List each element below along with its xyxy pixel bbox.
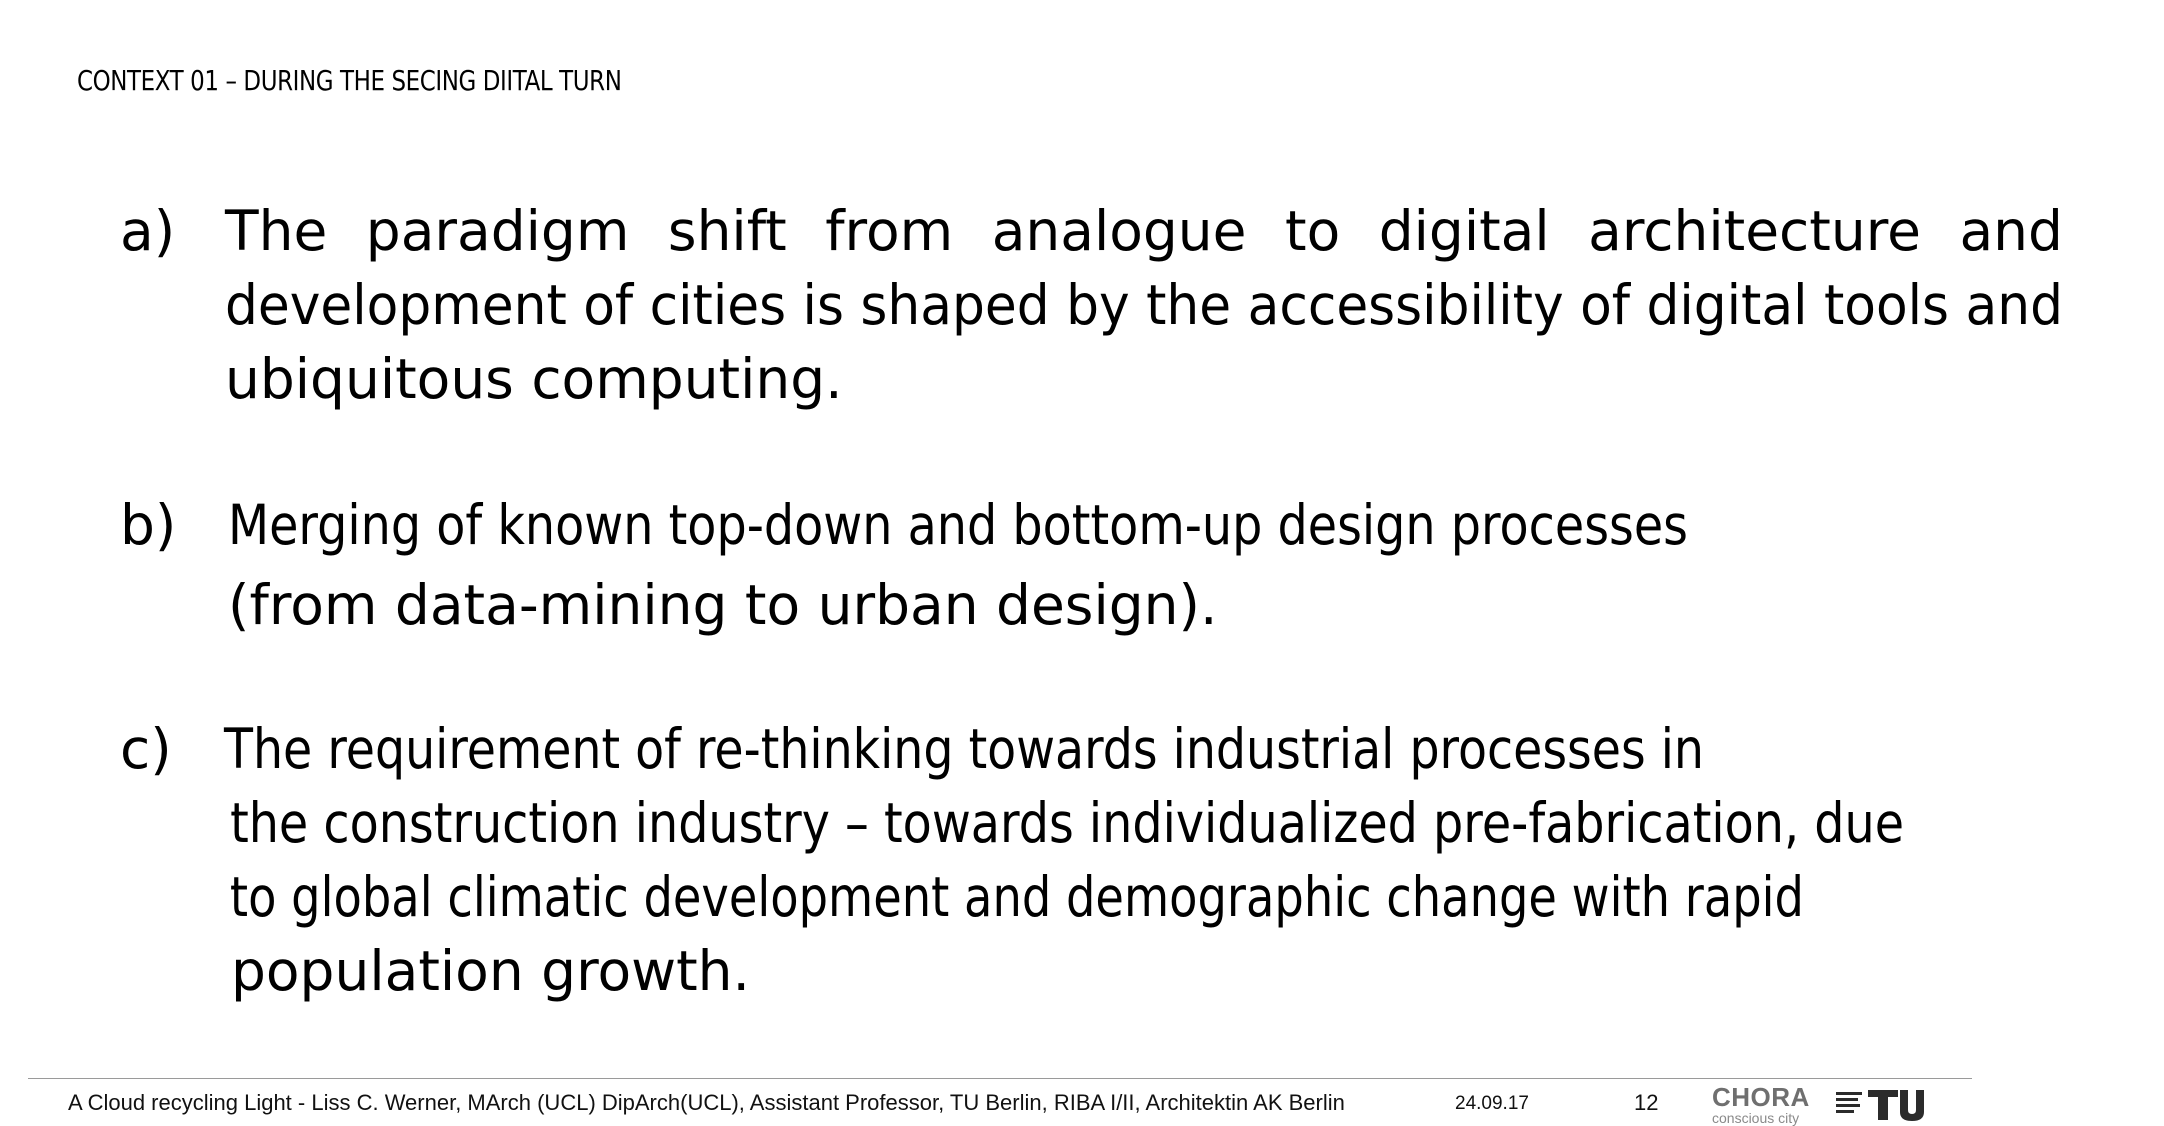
text-line: ubiquitous computing. xyxy=(225,347,843,411)
footer-date: 24.09.17 xyxy=(1455,1093,1529,1114)
list-marker: c) xyxy=(120,717,172,781)
chora-logo-name: CHORA xyxy=(1712,1082,1810,1112)
word: to xyxy=(1285,199,1341,263)
chora-logo xyxy=(1712,1084,1810,1125)
word: from xyxy=(825,199,954,263)
footer-credit: A Cloud recycling Light - Liss C. Werner, MArch (UCL) DipArch(UCL), Assistant Professor, TU Berlin, RIBA I/II, Architektin AK Berlin xyxy=(68,1090,1345,1115)
chora-logo-tagline: conscious city xyxy=(1712,1110,1800,1126)
list-item-text xyxy=(225,194,2063,416)
word: shift xyxy=(667,199,787,263)
footer-divider xyxy=(28,1078,1972,1079)
word: paradigm xyxy=(365,199,630,263)
text-line: development of cities is shaped by the accessibility of digital tools and xyxy=(225,273,2063,337)
text-line: to global climatic development and demographic change with rapid xyxy=(229,865,1804,929)
tu-berlin-logo xyxy=(1836,1086,1924,1122)
text-line: population growth. xyxy=(231,939,751,1003)
word: and xyxy=(1959,199,2063,263)
text-line: (from data-mining to urban design). xyxy=(228,573,1218,637)
word: architecture xyxy=(1588,199,1921,263)
word: analogue xyxy=(991,199,1247,263)
text-line: the construction industry – towards individualized pre-fabrication, due xyxy=(230,791,1904,855)
text-line xyxy=(225,194,2063,268)
list-item-text xyxy=(224,712,2164,1008)
text-line: Merging of known top-down and bottom-up design processes xyxy=(228,493,1688,557)
page-number: 12 xyxy=(1634,1090,1659,1115)
slide-section-title: CONTEXT 01 – DURING THE SECING DIITAL TURN xyxy=(77,64,622,97)
word: The xyxy=(225,199,328,263)
text-line: The requirement of re-thinking towards industrial processes in xyxy=(224,717,1704,781)
word: digital xyxy=(1378,199,1550,263)
list-marker: a) xyxy=(120,199,176,263)
list-item-text xyxy=(228,488,1913,642)
list-marker: b) xyxy=(120,493,177,557)
